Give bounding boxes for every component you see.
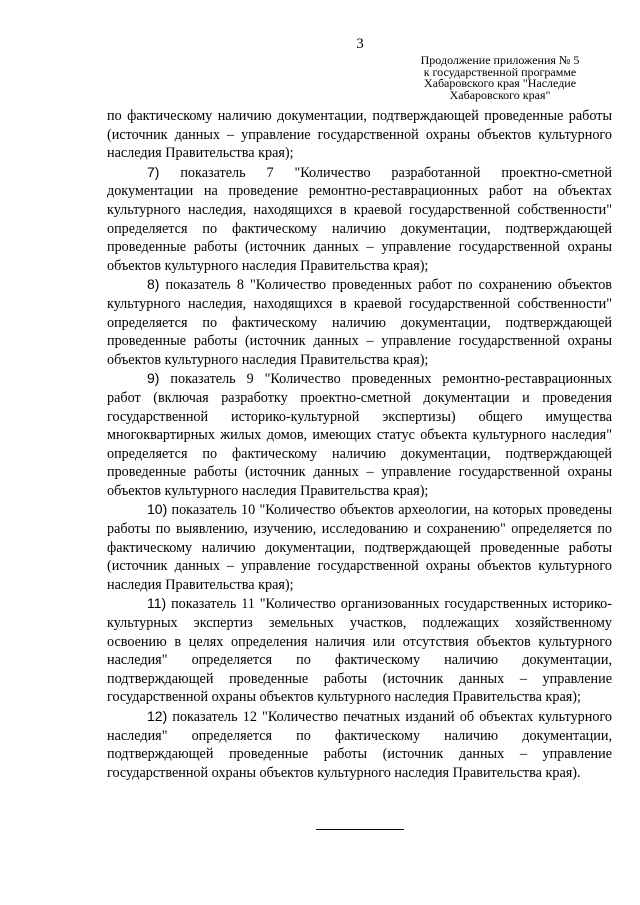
paragraph-text: показатель 9 "Количество проведенных ремонтно-реставрационных работ (включая разработку проектно-сметной документации и проведения государственной историко-культурной экспертизы) общего имущества многоквартирных жилых домов, имеющих статус объекта культурного наследия" определяется по фактическому наличию документации, подтверждающей проведенные работы (источник данных – управление государственной охраны объектов культурного наследия Правительства края); <box>107 371 612 499</box>
paragraph <box>107 369 612 500</box>
appendix-header-line: к государственной программе <box>423 64 577 79</box>
paragraph <box>107 107 612 163</box>
end-divider <box>316 829 404 830</box>
appendix-header-line: Хабаровского края "Наследие <box>423 76 577 90</box>
page-number: 3 <box>356 36 364 52</box>
paragraph-text: показатель 7 "Количество разработанной проектно-сметной документации на проведение ремонтно-реставрационных работ на объектах культурного наследия, находящихся в краевой государственной собственности" определяется по фактическому наличию документации, подтверждающей проведенные работы (источник данных – управление государственной охраны объектов культурного наследия Правительства края); <box>107 164 612 274</box>
item-number: 10) <box>147 501 168 518</box>
paragraph <box>107 500 612 594</box>
appendix-header <box>400 55 600 101</box>
item-number: 12) <box>147 708 168 724</box>
paragraph-text: показатель 12 "Количество печатных изданий об объектах культурного наследия" определяется по фактическому наличию документации, подтверждающей проведенные работы (источник данных – управление государственной охраны объектов культурного наследия Правительства края). <box>107 709 612 781</box>
paragraph <box>107 707 612 782</box>
appendix-header-line: Продолжение приложения № 5 <box>420 53 580 67</box>
paragraph-text: показатель 11 "Количество организованных государственных историко-культурных экспертиз земельных участков, подлежащих хозяйственному освоению в целях определения наличия или отсутствия объектов культурного наследия" определяется по фактическому наличию документации, подтверждающей проведенные работы (источник данных – управление государственной охраны объектов культурного наследия Правительства края); <box>107 596 612 706</box>
item-number: 11) <box>147 595 167 612</box>
item-number: 7) <box>147 163 160 180</box>
paragraph-text: по фактическому наличию документации, подтверждающей проведенные работы (источник данных – управление государственной охраны объектов культурного наследия Правительства края); <box>107 108 612 162</box>
document-body <box>107 107 612 782</box>
paragraph <box>107 163 612 276</box>
paragraph <box>107 275 612 369</box>
appendix-header-line: Хабаровского края" <box>449 87 551 102</box>
paragraph <box>107 594 612 707</box>
paragraph-text: показатель 10 "Количество объектов археологии, на которых проведены работы по выявлению, изучению, исследованию и сохранению" определяется по фактическому наличию документации, подтверждающей проведенные работы (источник данных – управление государственной охраны объектов культурного наследия Правительства края); <box>107 502 612 593</box>
item-number: 8) <box>147 276 160 293</box>
paragraph-text: показатель 8 "Количество проведенных работ по сохранению объектов культурного наследия, находящихся в краевой государственной собственности" определяется по фактическому наличию документации, подтверждающей проведенные работы (источник данных – управление государственной охраны объектов культурного наследия Правительства края); <box>107 277 612 368</box>
item-number: 9) <box>147 370 160 387</box>
